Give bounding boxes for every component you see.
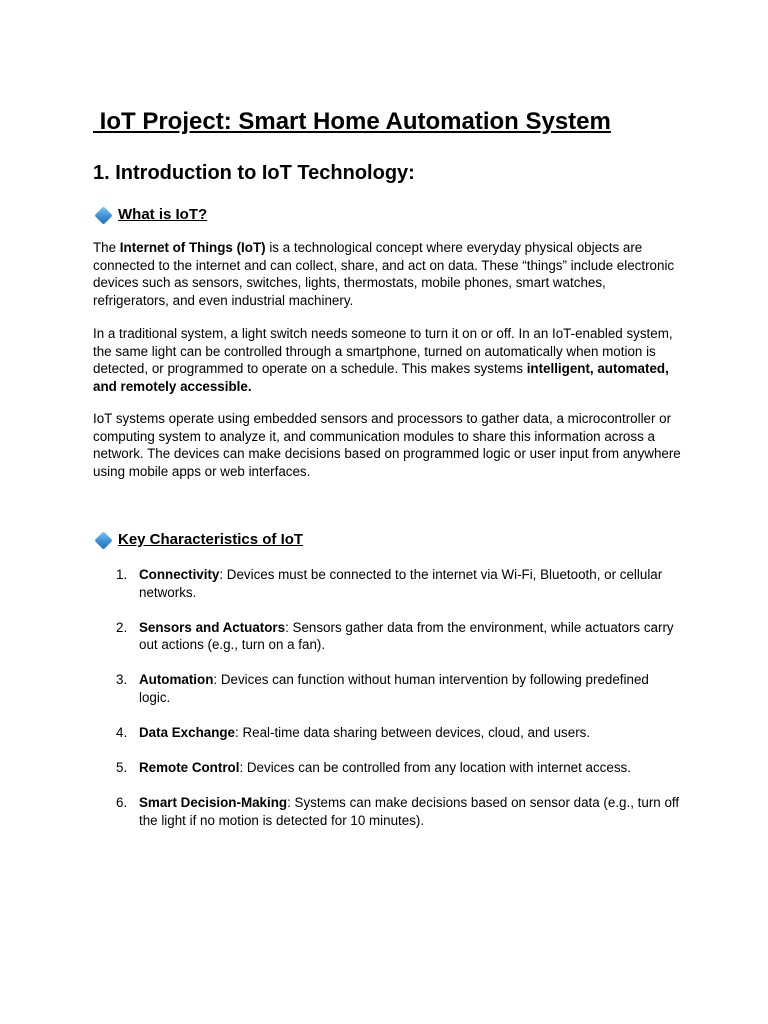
paragraph-iot-operation: IoT systems operate using embedded sensors and processors to gather data, a microcontroller or computing system to analyze it, and communication modules to share this information across a network. The devices can make decisions based on programmed logic or user input from anywhere using mobile apps or web interfaces.: [93, 411, 681, 479]
list-item: [93, 759, 683, 777]
list-item-description: : Devices can function without human intervention by following predefined logic.: [139, 672, 649, 705]
paragraph-text: The: [93, 240, 120, 255]
list-item-description: : Sensors gather data from the environment, while actuators carry out actions (e.g., turn on a fan).: [139, 619, 674, 653]
blue-diamond-icon: [94, 531, 112, 549]
list-item: [93, 619, 683, 654]
subheading-key-characteristics-text: Key Characteristics of IoT: [118, 531, 304, 548]
list-item-description: : Devices can be controlled from any location with internet access.: [239, 760, 631, 776]
subheading-what-is-iot-text: What is IoT?: [118, 206, 208, 223]
list-item-term: Data Exchange: [139, 725, 236, 741]
paragraph-traditional-vs-iot: [93, 325, 683, 395]
list-item: [93, 671, 683, 706]
list-item-description: : Systems can make decisions based on sensor data (e.g., turn off the light if no motion is detected for 10 minutes).: [139, 795, 680, 828]
characteristics-list: [93, 566, 683, 847]
list-item-number: 1.: [116, 567, 128, 582]
blue-diamond-icon: [94, 206, 112, 224]
list-item-term: Automation: [139, 672, 214, 688]
subheading-key-characteristics: [93, 530, 303, 550]
list-item-number: 2.: [116, 619, 128, 635]
bold-phrase-intelligent-automated: intelligent, automated, and remotely accessible.: [93, 361, 669, 394]
section-heading-introduction: 1. Introduction to IoT Technology:: [93, 162, 415, 184]
bold-term-internet-of-things: Internet of Things (IoT): [119, 240, 266, 255]
list-item-term: Remote Control: [139, 760, 240, 776]
paragraph-iot-definition: [93, 239, 683, 309]
list-item-description: : Devices must be connected to the internet via Wi-Fi, Bluetooth, or cellular networks.: [139, 567, 663, 600]
subheading-what-is-iot: [93, 205, 207, 225]
list-item-term: Sensors and Actuators: [139, 619, 286, 635]
document-title: IoT Project: Smart Home Automation System: [93, 108, 611, 135]
list-item: [93, 794, 683, 829]
list-item-description: : Real-time data sharing between devices, cloud, and users.: [235, 725, 591, 741]
paragraph-text: In a traditional system, a light switch needs someone to turn it on or off. In an IoT-enabled system, the same light can be controlled through a smartphone, turned on automatically when motion is detected, or programmed to operate on a schedule. This makes systems: [93, 326, 673, 377]
list-item-term: Connectivity: [139, 567, 220, 582]
list-item: [93, 724, 683, 742]
list-item-number: 3.: [116, 672, 128, 688]
list-item-number: 5.: [116, 760, 128, 776]
list-item-term: Smart Decision-Making: [139, 795, 288, 811]
list-item-number: 4.: [116, 725, 128, 741]
paragraph-text: is a technological concept where everyday physical objects are connected to the internet and can collect, share, and act on data. These “things” include electronic devices such as sensors, switches, lights, thermostats, mobile phones, smart watches, refrigerators, and even industrial machinery.: [93, 240, 675, 308]
list-item-number: 6.: [116, 795, 128, 811]
list-item: [93, 566, 683, 601]
